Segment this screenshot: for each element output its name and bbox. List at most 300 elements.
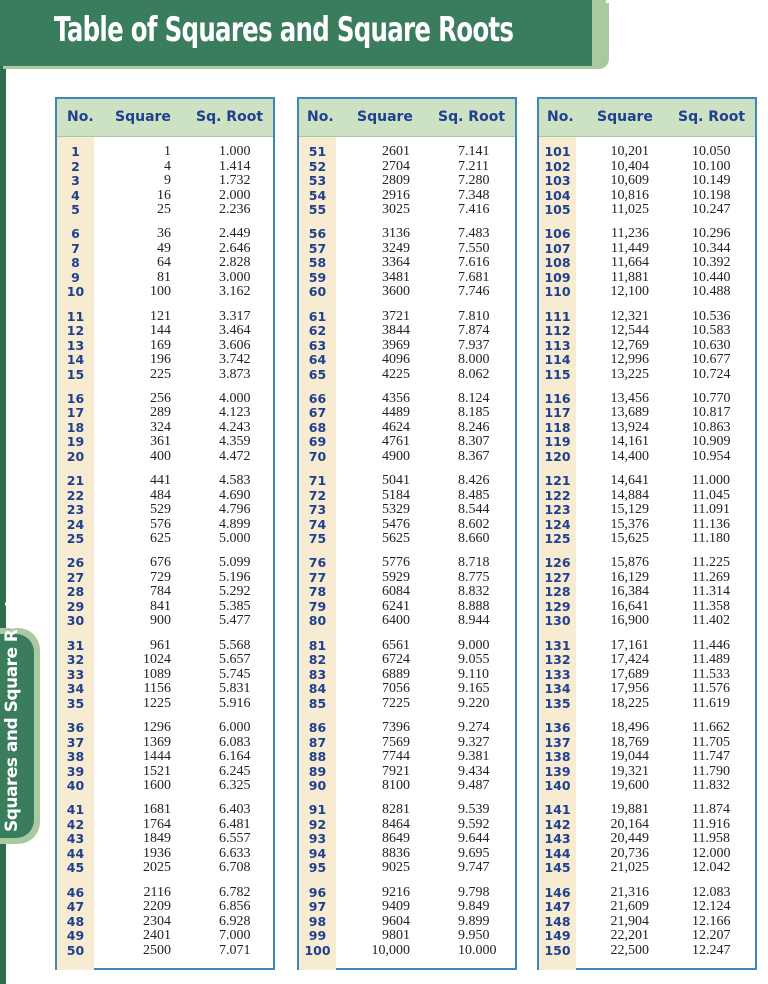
root-cell: 8.944 — [458, 613, 490, 629]
table-row — [57, 886, 273, 901]
table-row — [299, 532, 515, 547]
table-row — [57, 368, 273, 383]
table-row — [299, 803, 515, 818]
table-row — [539, 421, 755, 436]
square-cell: 4624 — [382, 419, 410, 435]
number-cell: 61 — [308, 308, 327, 324]
table-row — [57, 271, 273, 286]
number-cell: 117 — [544, 405, 571, 421]
square-cell: 12,544 — [610, 323, 649, 339]
row-group — [299, 310, 515, 392]
root-cell: 5.477 — [219, 613, 251, 629]
root-cell: 9.695 — [458, 845, 490, 861]
root-cell: 11.747 — [692, 749, 730, 765]
table-row — [57, 160, 273, 175]
root-cell: 6.000 — [219, 720, 251, 736]
table-row — [57, 310, 273, 325]
number-cell: 90 — [308, 778, 327, 794]
number-cell: 81 — [308, 637, 327, 653]
table-row — [57, 765, 273, 780]
table-row — [57, 736, 273, 751]
square-cell: 1156 — [143, 681, 171, 697]
table-panel-3 — [537, 97, 757, 970]
root-cell: 9.950 — [458, 928, 490, 944]
number-cell: 106 — [544, 226, 571, 242]
number-cell: 112 — [544, 323, 571, 339]
number-cell: 116 — [544, 390, 571, 406]
square-cell: 4900 — [382, 448, 410, 464]
number-cell: 53 — [308, 173, 327, 188]
number-cell: 45 — [66, 860, 85, 876]
square-cell: 5041 — [382, 473, 410, 489]
square-cell: 9801 — [382, 928, 410, 944]
root-cell: 7.280 — [458, 173, 490, 188]
root-cell: 9.592 — [458, 816, 490, 832]
table-row — [57, 929, 273, 944]
row-group — [57, 392, 273, 474]
square-cell: 7569 — [382, 734, 410, 750]
table-panel-1 — [55, 97, 275, 970]
table-row — [57, 779, 273, 794]
root-cell: 11.916 — [692, 816, 730, 832]
number-cell: 33 — [66, 666, 85, 682]
table-row — [299, 571, 515, 586]
table-row — [299, 421, 515, 436]
table-row — [539, 818, 755, 833]
root-cell: 8.775 — [458, 569, 490, 585]
square-cell: 14,161 — [610, 434, 649, 450]
row-group — [57, 310, 273, 392]
number-cell: 39 — [66, 763, 85, 779]
table-row — [57, 556, 273, 571]
table-row — [539, 803, 755, 818]
table-row — [299, 847, 515, 862]
table-row — [299, 668, 515, 683]
number-cell: 10 — [66, 284, 85, 300]
root-cell: 12.207 — [692, 928, 731, 944]
table-row — [539, 886, 755, 901]
table-row — [539, 532, 755, 547]
square-cell: 1225 — [143, 695, 171, 711]
square-cell: 7056 — [382, 681, 410, 697]
square-cell: 225 — [150, 366, 171, 382]
root-cell: 3.873 — [219, 366, 251, 382]
root-cell: 7.483 — [458, 226, 490, 242]
table-row — [539, 721, 755, 736]
table-row — [539, 600, 755, 615]
square-cell: 1 — [164, 144, 171, 159]
row-group — [539, 721, 755, 803]
square-cell: 14,641 — [610, 473, 649, 489]
square-cell: 21,904 — [610, 913, 649, 929]
table-row — [299, 600, 515, 615]
number-cell: 36 — [66, 720, 85, 736]
number-cell: 149 — [544, 928, 571, 944]
square-cell: 3249 — [382, 240, 410, 256]
root-cell: 11.446 — [692, 637, 730, 653]
table-row — [539, 682, 755, 697]
number-cell: 92 — [308, 816, 327, 832]
table-panel-2 — [297, 97, 517, 970]
row-group — [57, 721, 273, 803]
table-row — [57, 203, 273, 218]
rows-container — [539, 145, 755, 968]
number-cell: 127 — [544, 569, 571, 585]
root-cell: 7.211 — [458, 158, 489, 174]
number-cell: 126 — [544, 555, 571, 571]
table-row — [539, 339, 755, 354]
table-row — [57, 353, 273, 368]
table-row — [299, 227, 515, 242]
root-cell: 5.292 — [219, 584, 251, 600]
number-cell: 115 — [544, 366, 571, 382]
square-cell: 3969 — [382, 337, 410, 353]
square-cell: 169 — [150, 337, 171, 353]
number-cell: 86 — [308, 720, 327, 736]
number-cell: 77 — [308, 569, 327, 585]
root-cell: 7.810 — [458, 308, 490, 324]
square-cell: 11,664 — [611, 255, 649, 271]
table-row — [299, 435, 515, 450]
table-row — [299, 682, 515, 697]
table-row — [57, 861, 273, 876]
row-group — [299, 886, 515, 968]
root-cell: 2.646 — [219, 240, 251, 256]
table-row — [539, 435, 755, 450]
table-row — [57, 900, 273, 915]
number-cell: 97 — [308, 899, 327, 915]
root-cell: 11.091 — [692, 502, 730, 518]
square-cell: 18,496 — [610, 720, 649, 736]
root-cell: 10.630 — [692, 337, 731, 353]
square-cell: 11,449 — [611, 240, 649, 256]
root-cell: 10.677 — [692, 352, 731, 368]
table-row — [57, 697, 273, 712]
root-cell: 9.487 — [458, 778, 490, 794]
square-cell: 8464 — [382, 816, 410, 832]
root-cell: 7.550 — [458, 240, 490, 256]
root-cell: 5.568 — [219, 637, 251, 653]
header-square: Square — [597, 109, 653, 125]
square-cell: 16,129 — [610, 569, 649, 585]
table-row — [299, 944, 515, 959]
square-cell: 6889 — [382, 666, 410, 682]
row-group — [539, 474, 755, 556]
table-row — [57, 639, 273, 654]
root-cell: 9.165 — [458, 681, 490, 697]
table-row — [539, 556, 755, 571]
root-cell: 7.071 — [219, 942, 251, 958]
number-cell: 16 — [66, 390, 85, 406]
square-cell: 19,600 — [610, 778, 649, 794]
root-cell: 10.488 — [692, 284, 731, 300]
table-row — [57, 339, 273, 354]
root-cell: 4.359 — [219, 434, 251, 450]
square-cell: 13,689 — [610, 405, 649, 421]
root-cell: 12.042 — [692, 860, 731, 876]
number-cell: 8 — [71, 255, 80, 271]
table-row — [539, 639, 755, 654]
table-row — [57, 474, 273, 489]
root-cell: 7.416 — [458, 202, 490, 217]
root-cell: 5.916 — [219, 695, 251, 711]
root-cell: 10.770 — [692, 390, 731, 406]
table-row — [299, 339, 515, 354]
square-cell: 81 — [157, 269, 171, 285]
square-cell: 4 — [164, 158, 171, 174]
row-group — [57, 803, 273, 885]
number-cell: 58 — [308, 255, 327, 271]
row-group — [299, 474, 515, 556]
table-row — [57, 915, 273, 930]
number-cell: 27 — [66, 569, 85, 585]
number-cell: 71 — [308, 473, 327, 489]
number-cell: 68 — [308, 419, 327, 435]
number-cell: 93 — [308, 831, 327, 847]
table-row — [539, 779, 755, 794]
header-root: Sq. Root — [678, 109, 746, 125]
square-cell: 1296 — [143, 720, 171, 736]
root-cell: 10.583 — [692, 323, 731, 339]
table-row — [539, 285, 755, 300]
root-cell: 9.434 — [458, 763, 490, 779]
table-row — [539, 489, 755, 504]
number-cell: 122 — [544, 487, 571, 503]
table-row — [539, 203, 755, 218]
table-row — [539, 450, 755, 465]
square-cell: 9604 — [382, 913, 410, 929]
number-cell: 59 — [308, 269, 327, 285]
square-cell: 17,161 — [610, 637, 649, 653]
number-cell: 132 — [544, 652, 571, 668]
table-row — [57, 421, 273, 436]
table-row — [57, 668, 273, 683]
root-cell: 11.045 — [692, 487, 730, 503]
table-row — [299, 736, 515, 751]
table-row — [57, 503, 273, 518]
number-cell: 64 — [308, 352, 327, 368]
square-cell: 5625 — [382, 531, 410, 547]
table-row — [539, 765, 755, 780]
number-cell: 19 — [66, 434, 85, 450]
square-cell: 2209 — [143, 899, 171, 915]
number-cell: 87 — [308, 734, 327, 750]
square-cell: 729 — [150, 569, 171, 585]
table-row — [299, 556, 515, 571]
root-cell: 11.874 — [692, 802, 730, 818]
square-cell: 20,449 — [610, 831, 649, 847]
number-cell: 37 — [66, 734, 85, 750]
square-cell: 6084 — [382, 584, 410, 600]
root-cell: 6.708 — [219, 860, 251, 876]
square-cell: 2601 — [382, 144, 410, 159]
number-cell: 118 — [544, 419, 571, 435]
number-cell: 128 — [544, 584, 571, 600]
table-row — [57, 682, 273, 697]
root-cell: 9.274 — [458, 720, 490, 736]
number-cell: 111 — [544, 308, 571, 324]
root-cell: 10.863 — [692, 419, 731, 435]
table-row — [539, 353, 755, 368]
square-cell: 441 — [150, 473, 171, 489]
root-cell: 8.660 — [458, 531, 490, 547]
square-cell: 3136 — [382, 226, 410, 242]
root-cell: 10.198 — [692, 187, 731, 203]
table-row — [299, 832, 515, 847]
number-cell: 21 — [66, 473, 85, 489]
number-cell: 75 — [308, 531, 327, 547]
square-cell: 4225 — [382, 366, 410, 382]
root-cell: 4.690 — [219, 487, 251, 503]
number-cell: 96 — [308, 884, 327, 900]
number-cell: 80 — [308, 613, 327, 629]
number-cell: 51 — [308, 144, 327, 159]
number-cell: 99 — [308, 928, 327, 944]
root-cell: 5.196 — [219, 569, 251, 585]
square-cell: 19,321 — [610, 763, 649, 779]
root-cell: 3.317 — [219, 308, 251, 324]
table-row — [539, 697, 755, 712]
root-cell: 6.782 — [219, 884, 251, 900]
root-cell: 8.307 — [458, 434, 490, 450]
row-group — [539, 310, 755, 392]
row-group — [57, 227, 273, 309]
square-cell: 6400 — [382, 613, 410, 629]
table-row — [539, 271, 755, 286]
root-cell: 7.348 — [458, 187, 490, 203]
number-cell: 55 — [308, 202, 327, 217]
root-cell: 3.464 — [219, 323, 251, 339]
number-cell: 120 — [544, 448, 571, 464]
table-row — [57, 256, 273, 271]
root-cell: 10.149 — [692, 173, 731, 188]
root-cell: 11.225 — [692, 555, 730, 571]
root-cell: 7.141 — [458, 144, 490, 159]
root-cell: 1.000 — [219, 144, 251, 159]
root-cell: 8.485 — [458, 487, 490, 503]
root-cell: 4.583 — [219, 473, 251, 489]
table-row — [299, 765, 515, 780]
table-row — [539, 256, 755, 271]
root-cell: 11.619 — [692, 695, 730, 711]
number-cell: 131 — [544, 637, 571, 653]
root-cell: 8.544 — [458, 502, 490, 518]
square-cell: 15,376 — [610, 516, 649, 532]
square-cell: 49 — [157, 240, 171, 256]
number-cell: 70 — [308, 448, 327, 464]
square-cell: 13,924 — [610, 419, 649, 435]
root-cell: 12.166 — [692, 913, 731, 929]
table-row — [57, 944, 273, 959]
table-row — [539, 160, 755, 175]
square-cell: 2401 — [143, 928, 171, 944]
number-cell: 31 — [66, 637, 85, 653]
number-cell: 85 — [308, 695, 327, 711]
table-row — [539, 392, 755, 407]
number-cell: 24 — [66, 516, 85, 532]
table-row — [299, 614, 515, 629]
root-cell: 10.296 — [692, 226, 731, 242]
square-cell: 9409 — [382, 899, 410, 915]
header-no: No. — [67, 109, 94, 125]
square-cell: 10,000 — [371, 942, 410, 958]
root-cell: 8.832 — [458, 584, 490, 600]
table-row — [539, 174, 755, 189]
row-group — [57, 886, 273, 968]
table-row — [299, 915, 515, 930]
table-row — [57, 818, 273, 833]
root-cell: 3.000 — [219, 269, 251, 285]
title-banner-ribbon — [592, 0, 606, 66]
square-cell: 2116 — [143, 884, 171, 900]
table-row — [299, 474, 515, 489]
root-cell: 11.705 — [692, 734, 730, 750]
table-row — [539, 145, 755, 160]
table-row — [539, 518, 755, 533]
number-cell: 76 — [308, 555, 327, 571]
root-cell: 11.790 — [692, 763, 730, 779]
table-row — [57, 847, 273, 862]
number-cell: 52 — [308, 158, 327, 174]
square-cell: 15,876 — [610, 555, 649, 571]
root-cell: 9.747 — [458, 860, 490, 876]
square-cell: 2916 — [382, 187, 410, 203]
root-cell: 11.958 — [692, 831, 730, 847]
table-row — [299, 779, 515, 794]
square-cell: 4096 — [382, 352, 410, 368]
root-cell: 10.050 — [692, 144, 731, 159]
number-cell: 13 — [66, 337, 85, 353]
row-group — [57, 474, 273, 556]
square-cell: 1089 — [143, 666, 171, 682]
square-cell: 15,129 — [610, 502, 649, 518]
number-cell: 72 — [308, 487, 327, 503]
number-cell: 114 — [544, 352, 571, 368]
square-cell: 16 — [157, 187, 171, 203]
square-cell: 7744 — [382, 749, 410, 765]
square-cell: 400 — [150, 448, 171, 464]
table-row — [539, 227, 755, 242]
table-row — [539, 242, 755, 257]
table-row — [299, 285, 515, 300]
root-cell: 8.718 — [458, 555, 490, 571]
number-cell: 95 — [308, 860, 327, 876]
square-cell: 14,884 — [610, 487, 649, 503]
root-cell: 10.440 — [692, 269, 731, 285]
number-cell: 73 — [308, 502, 327, 518]
number-cell: 34 — [66, 681, 85, 697]
root-cell: 12.000 — [692, 845, 731, 861]
number-cell: 143 — [544, 831, 571, 847]
square-cell: 2025 — [143, 860, 171, 876]
square-cell: 5476 — [382, 516, 410, 532]
root-cell: 5.745 — [219, 666, 251, 682]
number-cell: 102 — [544, 158, 571, 174]
square-cell: 784 — [150, 584, 171, 600]
square-cell: 13,225 — [610, 366, 649, 382]
square-cell: 9216 — [382, 884, 410, 900]
number-cell: 12 — [66, 323, 85, 339]
number-cell: 142 — [544, 816, 571, 832]
square-cell: 289 — [150, 405, 171, 421]
root-cell: 6.481 — [219, 816, 251, 832]
root-cell: 2.236 — [219, 202, 251, 217]
root-cell: 11.180 — [692, 531, 730, 547]
number-cell: 46 — [66, 884, 85, 900]
number-cell: 43 — [66, 831, 85, 847]
rows-container — [299, 145, 515, 968]
header-square: Square — [115, 109, 171, 125]
